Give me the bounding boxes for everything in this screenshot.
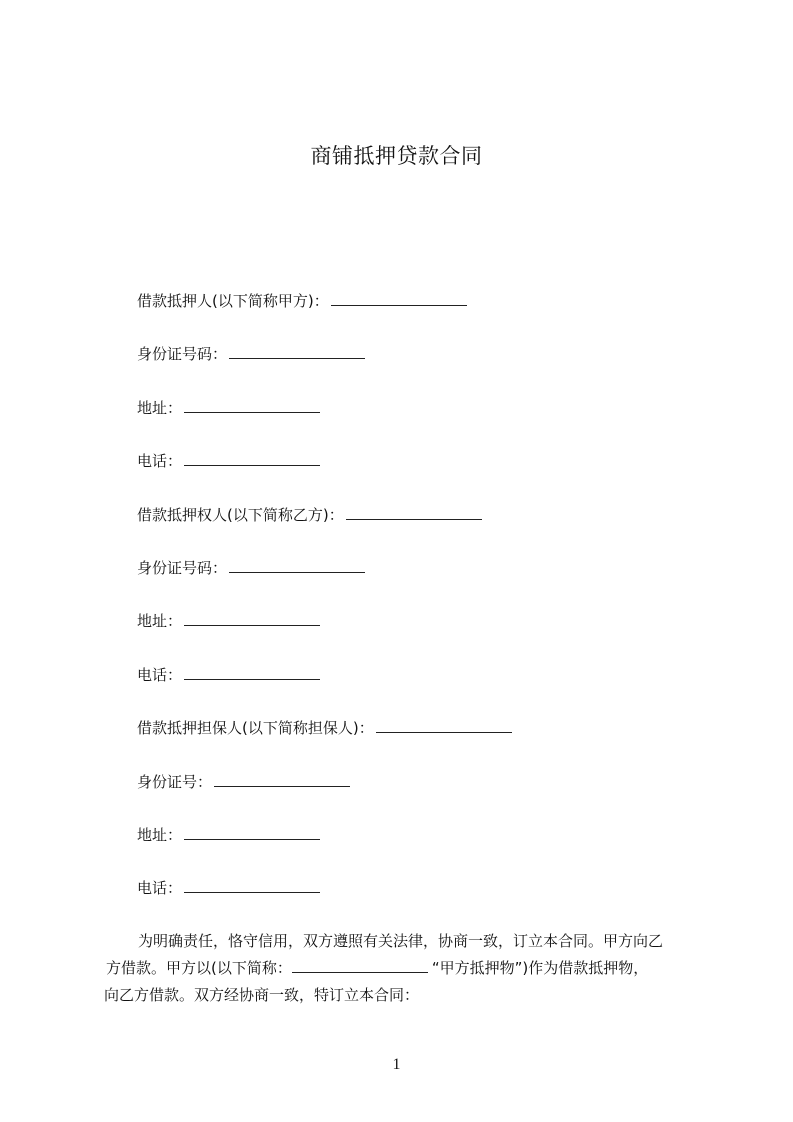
field-guarantor-address [137, 822, 737, 875]
blank-line [292, 958, 428, 973]
field-label: 身份证号码： [137, 345, 228, 364]
blank-line [229, 558, 365, 573]
blank-line [184, 611, 320, 626]
field-label: 身份证号码： [137, 558, 228, 577]
blank-line [184, 451, 320, 466]
field-borrower-address [137, 395, 737, 448]
field-lender-address [137, 608, 737, 661]
preamble-paragraph [104, 928, 694, 1009]
blank-line [331, 291, 467, 306]
field-label: 身份证号： [137, 772, 213, 791]
field-guarantor-name [137, 715, 737, 768]
field-label: 电话： [137, 879, 183, 898]
field-label: 电话： [137, 665, 183, 684]
field-label: 地址： [137, 612, 183, 631]
blank-line [229, 344, 365, 359]
field-borrower-id [137, 341, 737, 394]
blank-line [214, 772, 350, 787]
field-label: 借款抵押权人(以下简称乙方)： [137, 505, 344, 524]
document-title: 商铺抵押贷款合同 [310, 144, 483, 168]
blank-line [184, 878, 320, 893]
blank-line [376, 718, 512, 733]
field-guarantor-phone [137, 875, 737, 928]
field-lender-id [137, 555, 737, 608]
field-borrower-name [137, 288, 737, 341]
blank-line [184, 665, 320, 680]
paragraph-line [104, 955, 694, 982]
paragraph-line: 为明确责任，恪守信用，双方遵照有关法律，协商一致，订立本合同。甲方向乙 [138, 932, 664, 950]
field-borrower-phone [137, 448, 737, 501]
field-label: 地址： [137, 825, 183, 844]
page-number: 1 [392, 1056, 401, 1073]
blank-line [184, 398, 320, 413]
field-lender-name [137, 502, 737, 555]
paragraph-text: 方借款。甲方以(以下简称： [106, 959, 292, 977]
field-label: 借款抵押担保人(以下简称担保人)： [137, 719, 374, 738]
field-label: 电话： [137, 452, 183, 471]
field-label: 地址： [137, 398, 183, 417]
paragraph-text: “甲方抵押物”)作为借款抵押物， [431, 959, 649, 977]
blank-line [184, 825, 320, 840]
field-label: 借款抵押人(以下简称甲方)： [137, 292, 329, 310]
field-lender-phone [137, 662, 737, 715]
field-guarantor-id [137, 769, 737, 822]
paragraph-line: 向乙方借款。双方经协商一致，特订立本合同： [104, 986, 420, 1004]
blank-line [346, 505, 482, 520]
party-info-fields [137, 288, 737, 929]
